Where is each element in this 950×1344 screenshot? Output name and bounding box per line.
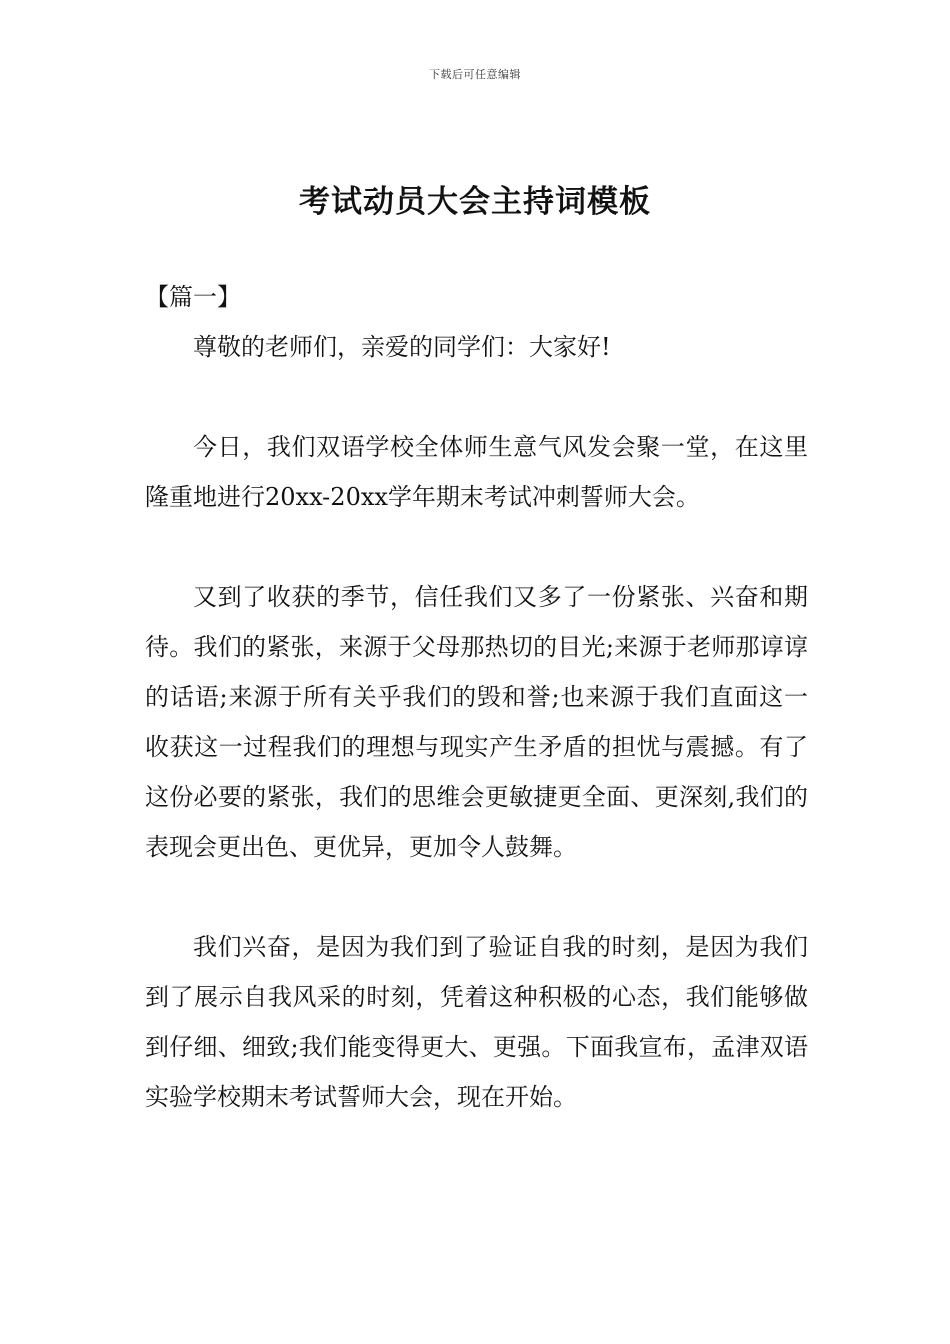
document-title: 考试动员大会主持词模板 — [299, 184, 651, 220]
page-header-note: 下载后可任意编辑 — [429, 68, 521, 81]
greeting-paragraph: 尊敬的老师们，亲爱的同学们：大家好! — [193, 333, 611, 361]
body-paragraph: 又到了收获的季节，信任我们又多了一份紧张、兴奋和期待。我们的紧张，来源于父母那热切的目光;来源于老师那谆谆的话语;来源于所有关乎我们的毁和誉;也来源于我们直面这一收获这一过程我们的理想与现实产生矛盾的担忧与震撼。有了这份必要的紧张，我们的思维会更敏捷更全面、更深刻,我们的表现会更出色、更优异，更加令人鼓舞。 — [145, 583, 808, 861]
body-paragraph: 今日，我们双语学校全体师生意气风发会聚一堂，在这里隆重地进行20xx-20xx学年期末考试冲刺誓师大会。 — [145, 433, 808, 511]
section-label: 【篇一】 — [145, 283, 241, 311]
body-paragraph: 我们兴奋，是因为我们到了验证自我的时刻，是因为我们到了展示自我风采的时刻，凭着这种积极的心态，我们能够做到仔细、细致;我们能变得更大、更强。下面我宣布，孟津双语实验学校期末考试誓师大会，现在开始。 — [145, 933, 808, 1111]
document-body — [145, 272, 808, 1122]
